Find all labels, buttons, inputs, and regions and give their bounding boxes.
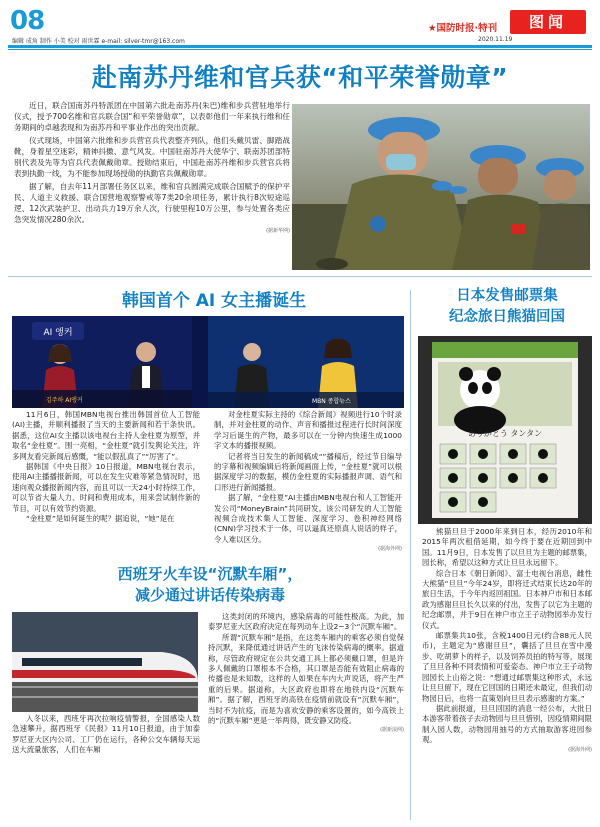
issue-date: 2020.11.19	[478, 36, 513, 43]
paragraph: 所谓“沉默车厢”是指，在这类车厢内的乘客必须自觉保持沉默，来降低通过讲话产生的飞沫传染病毒的概率。据道称，尽管政府规定在公共交通工具上都必须戴口罩，但是许多人佩戴的口罩根本不合格，其口罩是否能有效阻止病毒的传播也是未知数，这样的人如果在车内大声说话，将产生严重的后果。据道称，大区政府也即将在地铁内设“沉默车厢”。据了解，西班牙的高铁在疫情前就设有“沉默车厢”，当时不为抗疫，而是为喜欢安静的乘客设置的，如今高铁上的“沉默车厢”更是一举两得，既安静又防疫。	[208, 632, 404, 726]
article-train-col2	[208, 612, 404, 824]
article-column	[12, 410, 200, 524]
headline-line: 西班牙火车设“沉默车厢”，	[117, 565, 303, 583]
paragraph: 综合日本《朝日新闻》、富士电视台消息，雌性大熊猫“旦旦”今年24岁，即将迁式结束长达20年的旅日生活，于今年内返回祖国。日本神户市和日本邮政为感谢旦旦长久以来的付出，发售了以它为主题的纪念邮票，并于9日在神户市立王子动物园举办发行仪式。	[422, 568, 592, 630]
paragraph: 熊猫旦旦于2000年来到日本，经历2010年和2015年两次租借延期，如今终于要在近期回到中国。11月9日，日本发售了以旦旦为主题的邮票集，园长称，希望以这种方式让旦旦永远留下。	[422, 527, 592, 568]
paragraph: 据韩国《中央日报》10日报道，MBN电视台表示，使用AI主播播报新闻，可以在发生灾难等紧急情况时，迅速向观众播报新闻内容，而且可以一天24小时持续工作，可以节省大量人力、时间和费用成本，用来尝试制作新的节目，可以有效节约资源。	[12, 462, 200, 513]
article-credit: (据新浪网)	[380, 727, 404, 734]
editor-credits: 编辑 成角 制作 小美 校对 雨世霖 e-mail: silver-tmr@163.com	[12, 38, 185, 45]
article-credit: (据海外网)	[378, 546, 402, 553]
column-divider	[410, 290, 411, 820]
paragraph: 对金柱夏实际主持的《综合新闻》视频进行10个时录制，并对金柱夏的动作、声音和播报过程进行长时间深度学习后诞生的产物，最多可以在一分钟内快速生成1000字文本的播报视频。	[214, 410, 402, 451]
article-credit: (据海外网)	[568, 746, 592, 753]
ai-caption-right: MBN 종합뉴스	[312, 398, 351, 405]
paragraph: “金柱夏”是如何诞生的呢？据追说，“她”是在	[26, 514, 175, 524]
photo-ai-anchor	[12, 316, 404, 408]
article-panda-body	[422, 527, 592, 823]
paragraph: 这类封闭的环境内，感染病毒的可能性极高。为此，加泰罗尼亚大区政府决定在每列动车上设2~3个“沉默车厢”。	[208, 612, 404, 632]
paragraph: 据此前报道，旦旦回国的消息一经公布，大批日本游客带着孩子去动物园与旦旦惜别，因疫情期间限制入园人数，动物园用抽号的方式抽取游客进园参观。	[422, 703, 592, 745]
paragraph: 记者将当日发生的新闻稿成“”播稿后，经过节目编导的字幕和视频编辑后将新闻画面上传，“金柱夏”就可以根据深度学习的数据，模仿金柱夏的实际播报声调、语气和口形进行新闻播报。	[214, 451, 402, 492]
page-number: 08	[10, 6, 45, 36]
section-label: ★国防时报·特刊	[428, 23, 498, 34]
article-credit: (据新华网)	[266, 228, 290, 234]
paragraph: 据了解，自去年11月部署任务区以来，维和官兵圆满完成联合国赋予的保护平民、人道主义救援、联合国营地观察警戒等7类20余项任务，累计执行8次短途巡逻、12次武装护卫、出动兵力19万余人次，行驶里程10万公里，参与处置各类应急突发情况280余次。	[14, 182, 290, 224]
peacekeepers-illustration	[292, 104, 590, 270]
stamp-title: ありがとう タンタン	[467, 429, 543, 438]
paragraph: 近日，联合国南苏丹特派团在中国第六批赴南苏丹(朱巴)维和步兵营驻地举行仪式，授予700名维和官兵联合国“和平荣誉勋章”，以表彰他们一年来执行维和任务期间的卓越表现和为南苏丹和平事业作出的突出贡献。	[14, 101, 290, 132]
article-train-col1	[12, 714, 200, 824]
panda-stamps-illustration	[418, 336, 592, 524]
article-ai-anchor-body	[12, 410, 404, 578]
photo-panda-stamps	[418, 336, 592, 524]
article-peacekeepers-body	[14, 100, 290, 268]
headline-line: 纪念旅日熊猫回国	[449, 309, 565, 325]
photo-peacekeepers	[292, 104, 590, 270]
paragraph: 邮票集共10张，含税1400日元(约合88元人民币)，主题定为“感谢旦旦”，囊括了旦旦在雪中漫步、吃胡萝卜的样子，以及饲养员拍的特写等，展现了旦旦各种不同表情和可爱姿态。神户市立王子动物园园长上山裕之说：“想通过邮票集这种形式，永远让旦旦留下，现在它回国的日期还未最定，但我们动物园日后，也将一直策划向旦旦表示感谢的方案。”	[422, 631, 592, 703]
photo-train	[12, 612, 198, 712]
header-rule-thin	[8, 49, 592, 50]
header-rule	[8, 45, 592, 48]
paragraph: 11月6日，韩国MBN电视台推出韩国首位人工智能(AI)主播，并顺利播报了当天的主要新闻和若干条快讯。据悉，这位AI女主播以该电视台主持人金柱夏为原型，并取名“金柱夏”。围一亮相，“金柱夏”就引发舆论关注，许多网友看完新闻后感慨，“能以假乱真了”“厉害了”。	[12, 410, 200, 461]
train-illustration	[12, 612, 198, 712]
article-column	[214, 410, 402, 552]
paragraph: 据了解，“金柱夏”AI主播由MBN电视台和人工智能开发公司“MoneyBrain”共同研发。该公司研发的人工智能视频合成技术集人工智能、深度学习、卷积神经网络(CNN)学习技术于一体，可以逼真还原真人说话的样子，令人难以区分。	[214, 493, 402, 544]
headline-line: 减少通过讲话传染病毒	[134, 586, 285, 604]
headline-line: 日本发售邮票集	[456, 288, 558, 304]
ai-caption-left: 김주하 AI앵커	[46, 397, 83, 404]
paragraph: 入冬以来，西班牙再次拉响疫情警报，全国感染人数急速攀升，据西班牙《民报》11月10日报道，由于加泰罗尼亚大区内公司、工厂仍在运行，各种公交车辆每天运送大流量旅客，人们在车厢	[12, 714, 200, 755]
headline-panda-stamps	[418, 286, 596, 328]
headline-ai-anchor: 韩国首个 AI 女主播诞生	[121, 291, 307, 311]
section-badge: 图闻	[510, 10, 586, 34]
ai-logo-text: AI 앵커	[43, 328, 73, 338]
paragraph: 仪式现场，中国第六批维和步兵营官兵代表整齐列队，他们头戴贝雷、脚踏战靴，身着星空迷彩，精神抖擞、意气风发。中国驻南苏丹大使华宁、联南苏团部特别代表及先等为官兵代表佩戴勋章。授勋结束后，中国赴南苏丹维和步兵营官兵将表到执勤一线，为不能参加现场授勋的执勤官兵佩戴勋章。	[14, 136, 290, 178]
ai-anchor-illustration	[12, 316, 404, 408]
headline-silent-carriage	[16, 564, 404, 606]
headline-peacekeepers: 赴南苏丹维和官兵获“和平荣誉勋章”	[91, 63, 509, 92]
section-divider	[8, 276, 592, 277]
